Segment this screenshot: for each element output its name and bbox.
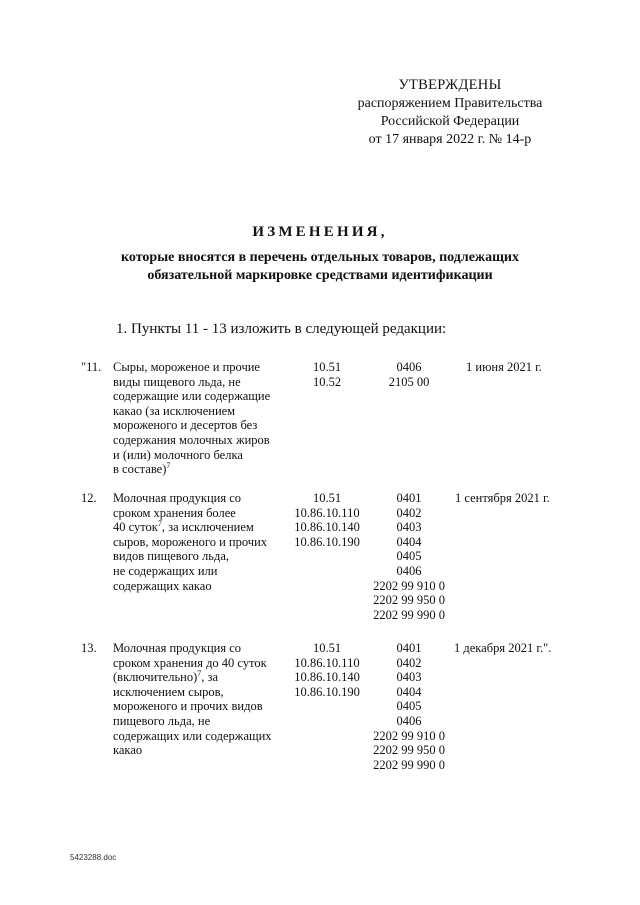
okpd-codes	[282, 360, 372, 389]
tnved-code: 0401	[396, 491, 422, 505]
product-name	[113, 641, 285, 758]
name-line: и (или) молочного белка	[113, 447, 243, 462]
name-line: сроком хранения более	[113, 505, 236, 520]
name-line: пищевого льда, не	[113, 713, 211, 728]
tnved-code: 2105 00	[388, 374, 430, 389]
tnved-code: 0406	[396, 360, 422, 374]
tnved-code: 2202 99 910 0	[373, 578, 445, 593]
footnote-mark: 7	[197, 669, 202, 679]
okpd-code: 10.51	[312, 641, 342, 655]
name-line: видов пищевого льда,	[113, 549, 230, 564]
okpd-code: 10.51	[312, 360, 342, 374]
name-text: , за	[201, 670, 219, 685]
okpd-code: 10.86.10.110	[294, 505, 360, 520]
name-line: содержащие или содержащие	[113, 389, 271, 404]
approval-block	[340, 76, 560, 149]
file-reference: 5423288.doc	[70, 853, 117, 862]
row-number: 12.	[81, 491, 97, 505]
product-name	[113, 491, 285, 593]
approval-line: Российской Федерации	[380, 114, 520, 129]
tnved-code: 0406	[396, 563, 422, 578]
name-text: 40 суток	[113, 520, 158, 535]
approval-date-line: от 17 января 2022 г. № 14-р	[368, 132, 532, 147]
approval-heading: УТВЕРЖДЕНЫ	[398, 77, 502, 93]
name-line: мороженого и десертов без	[113, 418, 258, 433]
okpd-code: 10.86.10.190	[294, 534, 360, 549]
tnved-code: 0404	[396, 534, 422, 549]
name-text: (включительно)	[113, 670, 198, 685]
name-line: какао	[113, 743, 143, 758]
tnved-code: 2202 99 990 0	[373, 757, 445, 772]
subtitle-line: которые вносятся в перечень отдельных товаров, подлежащих	[121, 250, 519, 265]
tnved-code: 0402	[396, 655, 422, 670]
row-number: "11.	[81, 360, 102, 374]
approval-line: распоряжением Правительства	[357, 96, 543, 111]
name-line	[113, 670, 285, 685]
name-line: содержащих какао	[113, 578, 212, 593]
okpd-code: 10.86.10.110	[294, 655, 360, 670]
row-number: 13.	[81, 641, 97, 655]
tnved-codes	[364, 641, 454, 772]
document-title: ИЗМЕНЕНИЯ,	[252, 224, 388, 240]
name-line: мороженого и прочих видов	[113, 699, 263, 714]
product-name	[113, 360, 285, 477]
name-line: виды пищевого льда, не	[113, 374, 241, 389]
start-date: 1 декабря 2021 г.".	[454, 641, 552, 655]
footnote-mark: 7	[157, 519, 162, 529]
start-date: 1 сентября 2021 г.	[455, 491, 550, 505]
tnved-code: 0401	[396, 641, 422, 655]
okpd-codes	[282, 641, 372, 699]
tnved-code: 0402	[396, 505, 422, 520]
intro-paragraph: 1. Пункты 11 - 13 изложить в следующей редакции:	[116, 321, 447, 337]
okpd-code: 10.86.10.140	[294, 670, 360, 685]
name-line: содержащих или содержащих	[113, 728, 272, 743]
name-line	[113, 520, 285, 535]
document-subtitle	[0, 249, 640, 285]
subtitle-line: обязательной маркировке средствами идентификации	[147, 268, 493, 283]
name-line: Молочная продукция со	[113, 641, 242, 655]
tnved-code: 0405	[396, 549, 422, 564]
name-line: не содержащих или	[113, 563, 218, 578]
tnved-code: 0405	[396, 699, 422, 714]
okpd-code: 10.51	[312, 491, 342, 505]
okpd-codes	[282, 491, 372, 549]
okpd-code: 10.86.10.190	[294, 684, 360, 699]
tnved-code: 2202 99 950 0	[373, 743, 445, 758]
tnved-codes	[364, 491, 454, 622]
name-line: содержания молочных жиров	[113, 432, 270, 447]
name-text: в составе)	[113, 462, 167, 477]
okpd-code: 10.86.10.140	[294, 520, 360, 535]
name-line: Сыры, мороженое и прочие	[113, 360, 260, 374]
tnved-code: 0406	[396, 713, 422, 728]
name-line: сыров, мороженого и прочих	[113, 534, 268, 549]
name-line: Молочная продукция со	[113, 491, 242, 505]
tnved-codes	[364, 360, 454, 389]
name-line	[113, 462, 285, 477]
name-line: исключением сыров,	[113, 684, 224, 699]
tnved-code: 2202 99 910 0	[373, 728, 445, 743]
tnved-code: 0403	[396, 670, 422, 685]
okpd-code: 10.52	[312, 374, 342, 389]
tnved-code: 2202 99 990 0	[373, 607, 445, 622]
start-date: 1 июня 2021 г.	[466, 360, 542, 374]
name-line: сроком хранения до 40 суток	[113, 655, 267, 670]
tnved-code: 0404	[396, 684, 422, 699]
name-text: , за исключением	[161, 520, 254, 535]
footnote-mark: 7	[166, 461, 171, 471]
name-line: какао (за исключением	[113, 403, 236, 418]
tnved-code: 0403	[396, 520, 422, 535]
tnved-code: 2202 99 950 0	[373, 593, 445, 608]
